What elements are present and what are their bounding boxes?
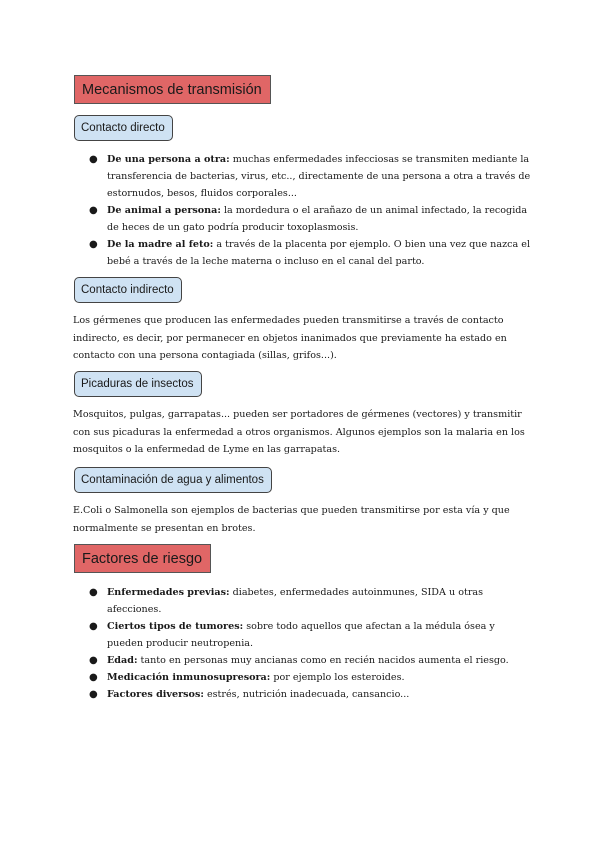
bullet-icon: ● [89, 239, 98, 250]
list-item-term: Factores diversos: [107, 689, 204, 700]
heading-risk-factors: Factores de riesgo [74, 544, 211, 573]
bullet-icon: ● [89, 689, 98, 700]
bullet-icon: ● [89, 587, 98, 598]
list-item-term: De una persona a otra: [107, 154, 230, 165]
direct-contact-list [88, 151, 533, 270]
list-item [88, 686, 533, 703]
list-item-text: tanto en personas muy ancianas como en recién nacidos aumenta el riesgo. [137, 655, 509, 666]
heading-transmission-mechanisms: Mecanismos de transmisión [74, 75, 271, 104]
list-item [88, 151, 533, 202]
list-item [88, 652, 533, 669]
subheading-direct-contact: Contacto directo [74, 115, 173, 141]
list-item-text: la mordedura o el arañazo de un animal infectado, la recogida de heces de un gato podría producir toxoplasmosis. [107, 205, 528, 233]
bullet-icon: ● [89, 205, 98, 216]
list-item [88, 669, 533, 686]
list-item-text: muchas enfermedades infecciosas se transmiten mediante la transferencia de bacterias, virus, etc.., directamente de una persona a otra a través de estornudos, besos, fluidos corporales... [107, 154, 531, 199]
bullet-icon: ● [89, 655, 98, 666]
bullet-icon: ● [89, 621, 98, 632]
subheading-indirect-contact: Contacto indirecto [74, 277, 182, 303]
list-item-term: De animal a persona: [107, 205, 221, 216]
list-item [88, 618, 533, 652]
list-item-text: estrés, nutrición inadecuada, cansancio... [203, 689, 410, 700]
list-item [88, 236, 533, 270]
list-item [88, 202, 533, 236]
list-item-text: sobre todo aquellos que afectan a la médula ósea y pueden producir neutropenia. [107, 621, 495, 649]
indirect-contact-paragraph: Los gérmenes que producen las enfermedades pueden transmitirse a través de contacto indirecto, es decir, por permanecer en objetos inanimados que previamente ha estado en contacto con una persona contagiada (sillas, grifos...). [73, 315, 507, 361]
subheading-water-food-contamination: Contaminación de agua y alimentos [74, 467, 272, 493]
list-item-term: De la madre al feto: [107, 239, 214, 250]
list-item-term: Medicación inmunosupresora: [107, 672, 271, 683]
insect-bites-paragraph: Mosquitos, pulgas, garrapatas... pueden ser portadores de gérmenes (vectores) y transmitir con sus picaduras la enfermedad a otros organismos. Algunos ejemplos son la malaria en los mosquitos o la enfermedad de Lyme en las garrapatas. [73, 409, 525, 455]
list-item-term: Ciertos tipos de tumores: [107, 621, 244, 632]
bullet-icon: ● [89, 154, 98, 165]
list-item-term: Enfermedades previas: [107, 587, 230, 598]
risk-factors-list [88, 584, 533, 703]
bullet-icon: ● [89, 672, 98, 683]
list-item-text: a través de la placenta por ejemplo. O bien una vez que nazca el bebé a través de la leche materna o incluso en el canal del parto. [107, 239, 531, 267]
subheading-insect-bites: Picaduras de insectos [74, 371, 202, 397]
list-item-text: diabetes, enfermedades autoinmunes, SIDA u otras afecciones. [107, 587, 484, 615]
list-item [88, 584, 533, 618]
list-item-term: Edad: [107, 655, 138, 666]
contamination-paragraph: E.Coli o Salmonella son ejemplos de bacterias que pueden transmitirse por esta vía y que normalmente se presentan en brotes. [73, 505, 510, 534]
list-item-text: por ejemplo los esteroides. [270, 672, 405, 683]
